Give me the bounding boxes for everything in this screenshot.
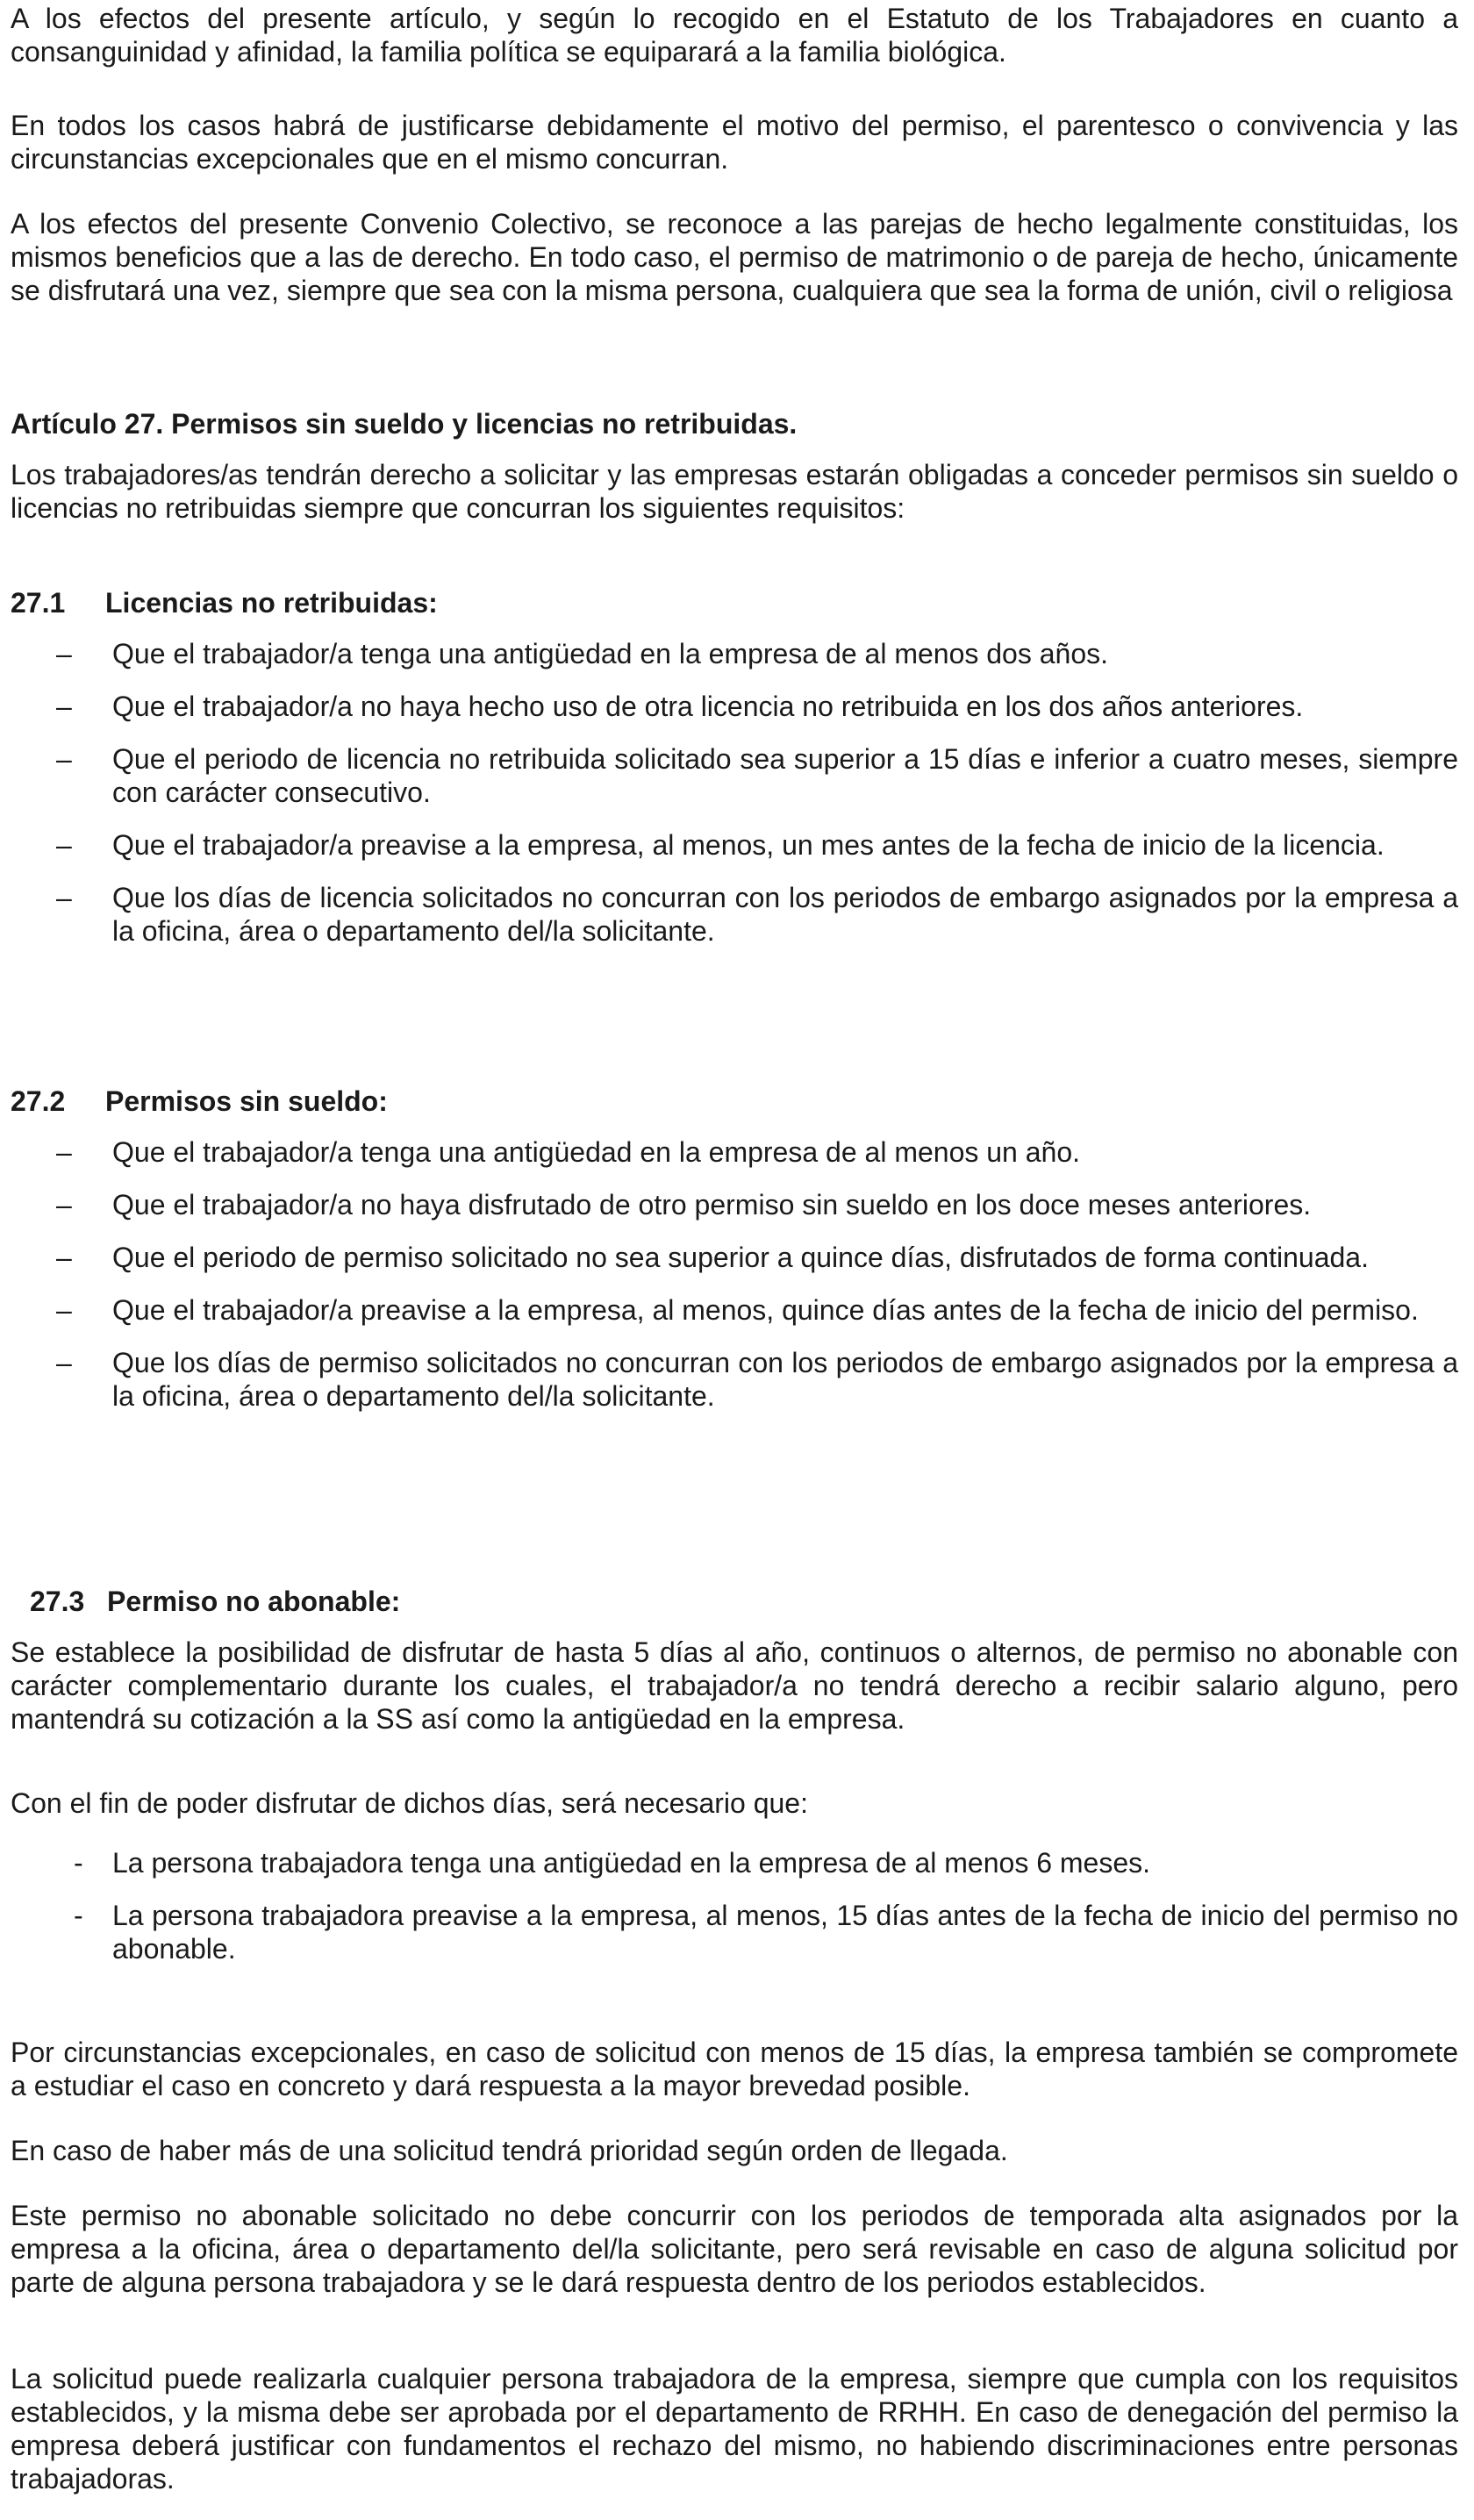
section-number: 27.2 [11, 1085, 66, 1117]
list-item: – Que los días de permiso solicitados no concurran con los periodos de embargo asignados por la empresa a la oficina, área o departamento del/la solicitante. [56, 1347, 1458, 1412]
bullet-dash: – [56, 1294, 72, 1326]
list-item: – Que el trabajador/a no haya hecho uso de otra licencia no retribuida en los dos años anteriores. [56, 691, 1304, 722]
section-title: Licencias no retribuidas: [105, 587, 438, 619]
bullet-dash: – [56, 743, 72, 775]
paragraph-domestic-partners: A los efectos del presente Convenio Colectivo, se reconoce a las parejas de hecho legalmente constituidas, los mismos beneficios que a las de derecho. En todo caso, el permiso de matrimonio o de pareja de hecho, únicamente se disfrutará una vez, siempre que sea con la misma persona, cualquiera que sea la forma de unión, civil o religiosa [11, 208, 1458, 306]
bullet-dash: – [56, 1242, 72, 1273]
section-27-2-heading [11, 1085, 388, 1118]
list-item: - La persona trabajadora tenga una antigüedad en la empresa de al menos 6 meses. [74, 1847, 1151, 1879]
section-number: 27.1 [11, 587, 66, 619]
bullet-dash: – [56, 1136, 72, 1168]
list-item: – Que los días de licencia solicitados no concurran con los periodos de embargo asignados por la empresa a la oficina, área o departamento del/la solicitante. [56, 882, 1458, 947]
section-27-3-paragraph-3: Por circunstancias excepcionales, en caso de solicitud con menos de 15 días, la empresa también se compromete a estudiar el caso en concreto y dará respuesta a la mayor brevedad posible. [11, 2037, 1458, 2101]
list-item: - La persona trabajadora preavise a la empresa, al menos, 15 días antes de la fecha de inicio del permiso no abonable. [74, 1900, 1458, 1965]
section-27-3-heading [30, 1585, 400, 1618]
list-item: – Que el trabajador/a preavise a la empresa, al menos, un mes antes de la fecha de inicio de la licencia. [56, 829, 1385, 861]
paragraph-family-equivalence: A los efectos del presente artículo, y según lo recogido en el Estatuto de los Trabajadores en cuanto a consanguinidad y afinidad, la familia política se equiparará a la familia biológica. [11, 3, 1458, 68]
section-27-3-paragraph-5: Este permiso no abonable solicitado no debe concurrir con los periodos de temporada alta asignados por la empresa a la oficina, área o departamento del/la solicitante, pero será revisable en caso de alguna solicitud por parte de alguna persona trabajadora y se le dará respuesta dentro de los periodos establecidos. [11, 2200, 1458, 2298]
list-item: – Que el trabajador/a no haya disfrutado de otro permiso sin sueldo en los doce meses anteriores. [56, 1189, 1312, 1221]
list-item: – Que el trabajador/a tenga una antigüedad en la empresa de al menos un año. [56, 1136, 1081, 1168]
paragraph-justification: En todos los casos habrá de justificarse debidamente el motivo del permiso, el parentesco o convivencia y las circunstancias excepcionales que en el mismo concurran. [11, 110, 1458, 175]
bullet-dash: – [56, 1189, 72, 1221]
bullet-dash: – [56, 691, 72, 722]
section-27-3-paragraph-4: En caso de haber más de una solicitud tendrá prioridad según orden de llegada. [11, 2135, 1008, 2166]
bullet-dash: - [74, 1847, 83, 1879]
section-27-2-list [11, 1135, 1458, 1432]
section-27-3-paragraph-6: La solicitud puede realizarla cualquier persona trabajadora de la empresa, siempre que cumpla con los requisitos establecidos, y la misma debe ser aprobada por el departamento de RRHH. En caso de denegación del permiso la empresa deberá justificar con fundamentos el rechazo del mismo, no habiendo discriminaciones entre personas trabajadoras. [11, 2363, 1458, 2495]
bullet-dash: - [74, 1900, 83, 1931]
bullet-dash: – [56, 882, 72, 913]
section-27-3-list [11, 1846, 1458, 1985]
list-item: – Que el periodo de permiso solicitado no sea superior a quince días, disfrutados de forma continuada. [56, 1242, 1369, 1273]
section-27-1-list [11, 637, 1458, 967]
section-title: Permisos sin sueldo: [105, 1085, 388, 1117]
article-27-heading: Artículo 27. Permisos sin sueldo y licencias no retribuidas. [11, 408, 798, 440]
list-item: – Que el periodo de licencia no retribuida solicitado sea superior a 15 días e inferior a cuatro meses, siempre con carácter consecutivo. [56, 743, 1458, 808]
article-27-intro: Los trabajadores/as tendrán derecho a solicitar y las empresas estarán obligadas a conceder permisos sin sueldo o licencias no retribuidas siempre que concurran los siguientes requisitos: [11, 459, 1458, 524]
bullet-dash: – [56, 1347, 72, 1378]
section-27-3-paragraph-1: Se establece la posibilidad de disfrutar de hasta 5 días al año, continuos o alternos, de permiso no abonable con carácter complementario durante los cuales, el trabajador/a no tendrá derecho a recibir salario alguno, pero mantendrá su cotización a la SS así como la antigüedad en la empresa. [11, 1636, 1458, 1735]
section-title: Permiso no abonable: [107, 1586, 401, 1617]
bullet-dash: – [56, 638, 72, 669]
section-27-3-paragraph-2: Con el fin de poder disfrutar de dichos días, será necesario que: [11, 1787, 808, 1819]
bullet-dash: – [56, 829, 72, 861]
section-27-1-heading [11, 586, 438, 619]
list-item: – Que el trabajador/a tenga una antigüedad en la empresa de al menos dos años. [56, 638, 1109, 669]
list-item: – Que el trabajador/a preavise a la empresa, al menos, quince días antes de la fecha de inicio del permiso. [56, 1294, 1419, 1326]
section-number: 27.3 [30, 1586, 85, 1617]
